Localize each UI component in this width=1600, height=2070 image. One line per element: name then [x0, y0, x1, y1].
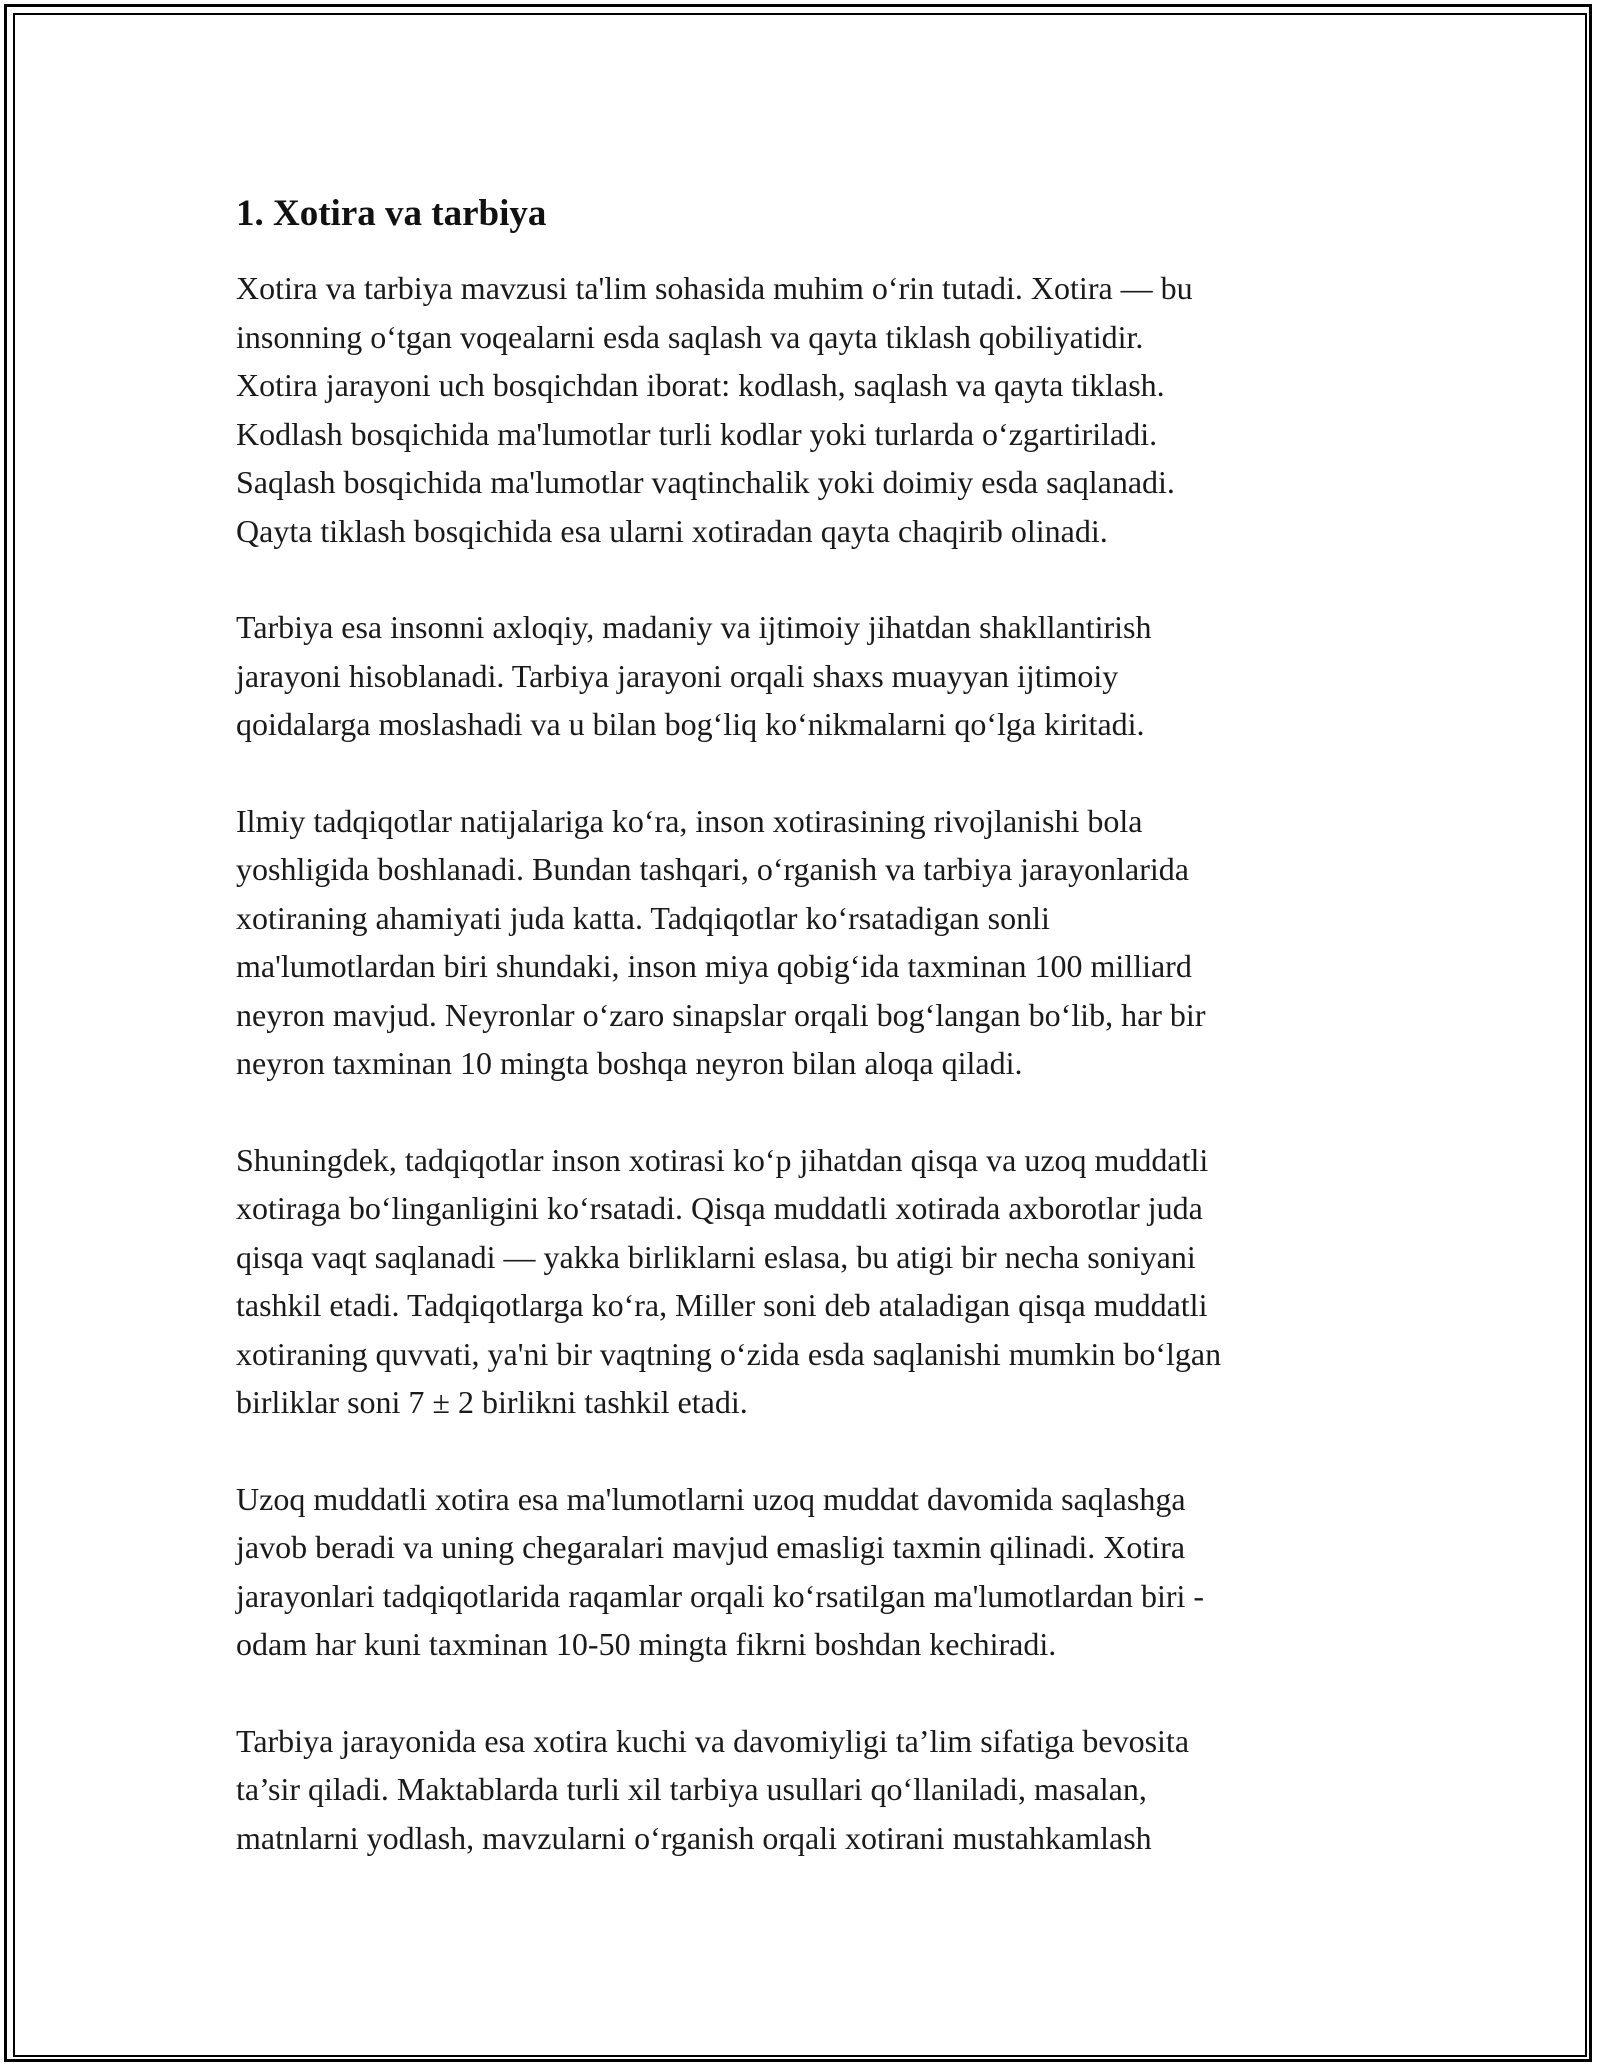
paragraph-line: neyron mavjud. Neyronlar o‘zaro sinapslar orqali bog‘langan bo‘lib, har bir: [236, 996, 1206, 1033]
paragraph-line: xotiraning ahamiyati juda katta. Tadqiqotlar ko‘rsatadigan sonli: [236, 899, 1050, 936]
paragraph-line: Kodlash bosqichida ma'lumotlar turli kodlar yoki turlarda o‘zgartiriladi.: [236, 415, 1158, 452]
paragraph-education-quality: [236, 1717, 1376, 1863]
paragraph-line: qisqa vaqt saqlanadi — yakka birliklarni eslasa, bu atigi bir necha soniyani: [236, 1238, 1196, 1275]
paragraph-upbringing: [236, 603, 1376, 749]
paragraph-line: Ilmiy tadqiqotlar natijalariga ko‘ra, inson xotirasining rivojlanishi bola: [236, 802, 1143, 839]
paragraph-line: ta’sir qiladi. Maktablarda turli xil tarbiya usullari qo‘llaniladi, masalan,: [236, 1771, 1147, 1807]
paragraph-line: Tarbiya esa insonni axloqiy, madaniy va ijtimoiy jihatdan shakllantirish: [236, 609, 1152, 645]
paragraph-line: Xotira va tarbiya mavzusi ta'lim sohasida muhim o‘rin tutadi. Xotira — bu: [236, 270, 1193, 306]
paragraph-line: javob beradi va uning chegaralari mavjud emasligi taxmin qilinadi. Xotira: [236, 1529, 1186, 1565]
paragraph-line: neyron taxminan 10 mingta boshqa neyron bilan aloqa qiladi.: [236, 1045, 1023, 1081]
paragraph-line: Uzoq muddatli xotira esa ma'lumotlarni uzoq muddat davomida saqlashga: [236, 1480, 1186, 1517]
paragraph-line: xotiraga bo‘linganligini ko‘rsatadi. Qisqa muddatli xotirada axborotlar juda: [236, 1190, 1203, 1226]
paragraph-line: insonning o‘tgan voqealarni esda saqlash va qayta tiklash qobiliyatidir.: [236, 318, 1144, 355]
paragraph-long-term-memory: [236, 1475, 1376, 1669]
paragraph-line: yoshligida boshlanadi. Bundan tashqari, o‘rganish va tarbiya jarayonlarida: [236, 851, 1189, 887]
paragraph-line: birliklar soni 7 ± 2 birlikni tashkil etadi.: [236, 1384, 748, 1420]
paragraph-line: jarayonlari tadqiqotlarida raqamlar orqali ko‘rsatilgan ma'lumotlardan biri -: [236, 1577, 1205, 1614]
paragraph-line: ma'lumotlardan biri shundaki, inson miya qobig‘ida taxminan 100 milliard: [236, 948, 1192, 984]
paragraph-line: jarayoni hisoblanadi. Tarbiya jarayoni orqali shaxs muayyan ijtimoiy: [236, 657, 1119, 694]
paragraph-line: xotiraning quvvati, ya'ni bir vaqtning o‘zida esda saqlanishi mumkin bo‘lgan: [236, 1335, 1222, 1372]
paragraph-line: tashkil etadi. Tadqiqotlarga ko‘ra, Miller soni deb ataladigan qisqa muddatli: [236, 1287, 1208, 1323]
paragraph-line: matnlarni yodlash, mavzularni o‘rganish orqali xotirani mustahkamlash: [236, 1819, 1152, 1856]
document-body: [236, 188, 1376, 1910]
paragraph-memory-stages: [236, 264, 1376, 555]
paragraph-research-neurons: [236, 797, 1376, 1088]
section-heading: 1. Xotira va tarbiya: [236, 193, 547, 234]
paragraph-line: Tarbiya jarayonida esa xotira kuchi va davomiyligi ta’lim sifatiga bevosita: [236, 1722, 1190, 1759]
paragraph-line: odam har kuni taxminan 10-50 mingta fikrni boshdan kechiradi.: [236, 1626, 1057, 1662]
paragraph-line: Shuningdek, tadqiqotlar inson xotirasi ko‘p jihatdan qisqa va uzoq muddatli: [236, 1141, 1209, 1178]
paragraph-line: qoidalarga moslashadi va u bilan bog‘liq ko‘nikmalarni qo‘lga kiritadi.: [236, 706, 1145, 742]
paragraph-line: Xotira jarayoni uch bosqichdan iborat: kodlash, saqlash va qayta tiklash.: [236, 367, 1165, 403]
paragraph-line: Qayta tiklash bosqichida esa ularni xotiradan qayta chaqirib olinadi.: [236, 512, 1108, 549]
paragraph-line: Saqlash bosqichida ma'lumotlar vaqtinchalik yoki doimiy esda saqlanadi.: [236, 464, 1175, 500]
paragraph-short-term-memory: [236, 1136, 1376, 1427]
